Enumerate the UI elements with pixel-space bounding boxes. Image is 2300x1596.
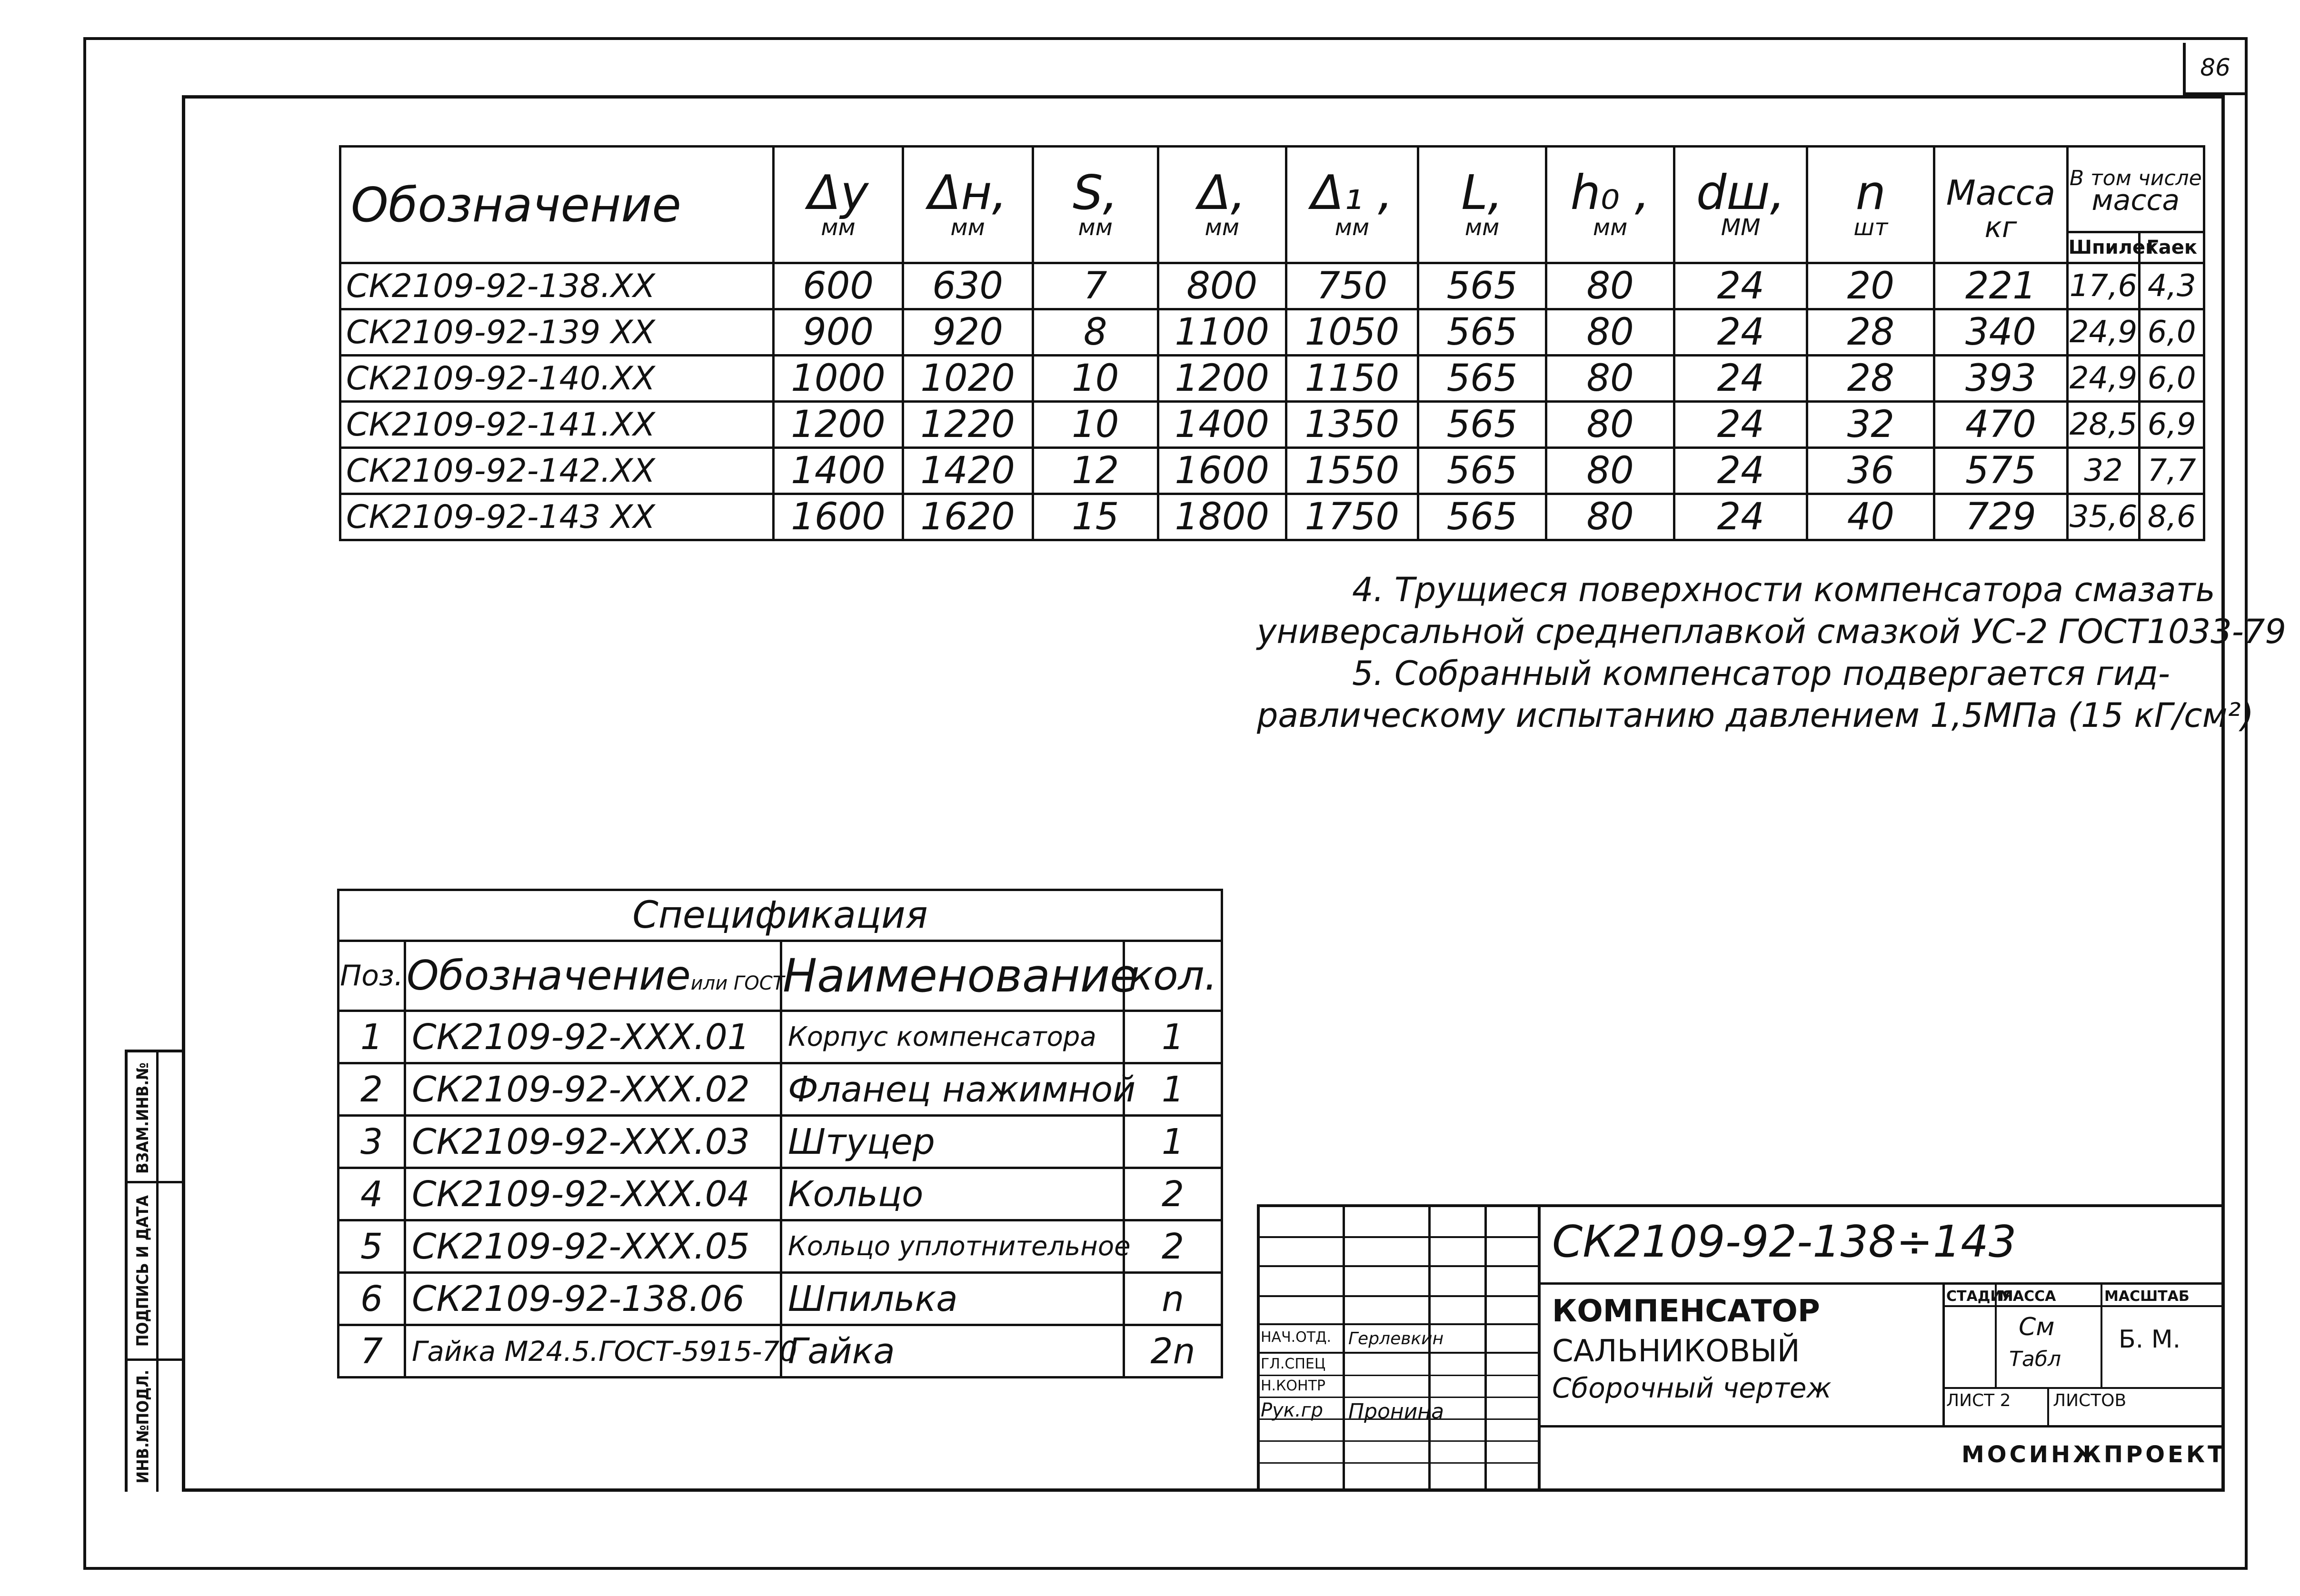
row-designation: СК2109-92-141.ХХ xyxy=(340,402,774,448)
cell-l: 565 xyxy=(1418,356,1546,402)
cell-s: 7 xyxy=(1033,263,1158,309)
spec-name: Штуцер xyxy=(781,1116,1124,1168)
stage-header: СТАДИЯ xyxy=(1946,1288,2013,1305)
cell-mass: 393 xyxy=(1934,356,2067,402)
scale-value: Б. М. xyxy=(2119,1325,2181,1354)
spec-qty-header: кол. xyxy=(1124,941,1222,1011)
l-header: L, мм xyxy=(1418,147,1546,263)
spec-pos: 5 xyxy=(339,1220,405,1273)
spec-designation: Гайка М24.5.ГОСТ-5915-70 xyxy=(405,1325,781,1378)
cell-d1: 1550 xyxy=(1286,448,1418,494)
mass-header-tb: МАССА xyxy=(1999,1288,2056,1305)
cell-studs: 28,5 xyxy=(2067,402,2140,448)
cell-h0: 80 xyxy=(1546,402,1674,448)
spec-designation: СК2109-92-ХХХ.05 xyxy=(405,1220,781,1273)
cell-dsh: 24 xyxy=(1674,309,1807,356)
cell-d1: 750 xyxy=(1286,263,1418,309)
cell-studs: 35,6 xyxy=(2067,494,2140,540)
product-name-2: САЛЬНИКОВЫЙ xyxy=(1552,1334,1800,1369)
spec-name: Кольцо xyxy=(781,1168,1124,1220)
cell-mass: 470 xyxy=(1934,402,2067,448)
spec-qty: 1 xyxy=(1124,1063,1222,1116)
cell-h0: 80 xyxy=(1546,263,1674,309)
role-chief-spec: ГЛ.СПЕЦ xyxy=(1261,1356,1326,1372)
cell-studs: 17,6 xyxy=(2067,263,2140,309)
cell-d: 1400 xyxy=(1158,402,1286,448)
cell-dsh: 24 xyxy=(1674,402,1807,448)
spec-designation: СК2109-92-138.06 xyxy=(405,1273,781,1325)
spec-row xyxy=(339,1011,1222,1063)
row-designation: СК2109-92-140.ХХ xyxy=(340,356,774,402)
cell-d1: 1750 xyxy=(1286,494,1418,540)
spec-designation: СК2109-92-ХХХ.04 xyxy=(405,1168,781,1220)
params-row xyxy=(340,402,2204,448)
spec-row xyxy=(339,1063,1222,1116)
studs-header: Шпилек xyxy=(2067,232,2140,263)
cell-dn: 1220 xyxy=(903,402,1033,448)
cell-d: 1800 xyxy=(1158,494,1286,540)
cell-d1: 1050 xyxy=(1286,309,1418,356)
cell-s: 10 xyxy=(1033,356,1158,402)
cell-du: 900 xyxy=(774,309,903,356)
spec-name: Корпус компенсатора xyxy=(781,1011,1124,1063)
spec-name: Гайка xyxy=(781,1325,1124,1378)
spec-qty: n xyxy=(1124,1273,1222,1325)
d1-header: Δ₁ , мм xyxy=(1286,147,1418,263)
mass-value-2: Табл xyxy=(2009,1347,2061,1371)
including-mass-header: В том числе масса xyxy=(2067,147,2204,232)
cell-mass: 340 xyxy=(1934,309,2067,356)
cell-n: 32 xyxy=(1807,402,1934,448)
h0-header: h₀ , мм xyxy=(1546,147,1674,263)
cell-studs: 32 xyxy=(2067,448,2140,494)
cell-l: 565 xyxy=(1418,263,1546,309)
spec-qty: 1 xyxy=(1124,1011,1222,1063)
params-row xyxy=(340,309,2204,356)
cell-nuts: 8,6 xyxy=(2140,494,2204,540)
name-head: Герлевкин xyxy=(1348,1329,1444,1348)
spec-qty: 2n xyxy=(1124,1325,1222,1378)
strip-inv-no: ИНВ.№ПОДЛ. xyxy=(133,1369,153,1483)
cell-h0: 80 xyxy=(1546,448,1674,494)
role-head: НАЧ.ОТД. xyxy=(1261,1329,1332,1346)
cell-studs: 24,9 xyxy=(2067,309,2140,356)
nuts-header: Гаек xyxy=(2140,232,2204,263)
spec-qty: 2 xyxy=(1124,1168,1222,1220)
cell-dn: 920 xyxy=(903,309,1033,356)
cell-nuts: 6,0 xyxy=(2140,356,2204,402)
cell-s: 8 xyxy=(1033,309,1158,356)
params-header-row xyxy=(340,147,2204,232)
spec-pos: 4 xyxy=(339,1168,405,1220)
spec-title: Спецификация xyxy=(339,890,1222,941)
cell-s: 10 xyxy=(1033,402,1158,448)
cell-n: 20 xyxy=(1807,263,1934,309)
cell-l: 565 xyxy=(1418,402,1546,448)
cell-dn: 1620 xyxy=(903,494,1033,540)
row-designation: СК2109-92-143 ХХ xyxy=(340,494,774,540)
cell-studs: 24,9 xyxy=(2067,356,2140,402)
organization: МОСИНЖПРОЕКТ xyxy=(1961,1441,2226,1468)
cell-du: 600 xyxy=(774,263,903,309)
params-row xyxy=(340,448,2204,494)
role-group-lead: Рук.гр xyxy=(1261,1399,1324,1421)
cell-n: 36 xyxy=(1807,448,1934,494)
s-header: S, мм xyxy=(1033,147,1158,263)
cell-mass: 575 xyxy=(1934,448,2067,494)
technical-notes xyxy=(1257,569,2286,736)
cell-mass: 729 xyxy=(1934,494,2067,540)
params-row xyxy=(340,494,2204,540)
note-line: универсальной среднеплавкой смазкой УС-2 ГОСТ1033-79 xyxy=(1257,612,2286,651)
cell-l: 565 xyxy=(1418,309,1546,356)
cell-nuts: 6,0 xyxy=(2140,309,2204,356)
cell-nuts: 4,3 xyxy=(2140,263,2204,309)
spec-designation: СК2109-92-ХХХ.03 xyxy=(405,1116,781,1168)
cell-du: 1600 xyxy=(774,494,903,540)
cell-dsh: 24 xyxy=(1674,448,1807,494)
cell-d: 1200 xyxy=(1158,356,1286,402)
spec-pos: 3 xyxy=(339,1116,405,1168)
approval-strip xyxy=(125,1050,182,1492)
cell-dn: 630 xyxy=(903,263,1033,309)
cell-d1: 1150 xyxy=(1286,356,1418,402)
mass-value-1: См xyxy=(2019,1313,2055,1341)
cell-h0: 80 xyxy=(1546,309,1674,356)
spec-pos: 1 xyxy=(339,1011,405,1063)
n-header: n шт xyxy=(1807,147,1934,263)
cell-s: 12 xyxy=(1033,448,1158,494)
note-line: 4. Трущиеся поверхности компенсатора смазать xyxy=(1352,570,2215,609)
params-row xyxy=(340,263,2204,309)
cell-dn: 1020 xyxy=(903,356,1033,402)
note-line: равлическому испытанию давлением 1,5МПа (15 кГ/см²) xyxy=(1257,696,2254,735)
du-header: Δу мм xyxy=(774,147,903,263)
spec-name: Кольцо уплотнительное xyxy=(781,1220,1124,1273)
spec-qty: 1 xyxy=(1124,1116,1222,1168)
cell-nuts: 7,7 xyxy=(2140,448,2204,494)
cell-nuts: 6,9 xyxy=(2140,402,2204,448)
parameters-table xyxy=(339,145,2205,541)
cell-h0: 80 xyxy=(1546,494,1674,540)
dn-header: Δн, мм xyxy=(903,147,1033,263)
sheet-number: ЛИСТ 2 xyxy=(1946,1391,2011,1410)
cell-h0: 80 xyxy=(1546,356,1674,402)
cell-d: 1600 xyxy=(1158,448,1286,494)
row-designation: СК2109-92-138.ХХ xyxy=(340,263,774,309)
role-norm-control: Н.КОНТР xyxy=(1261,1378,1325,1394)
row-designation: СК2109-92-139 ХХ xyxy=(340,309,774,356)
cell-d1: 1350 xyxy=(1286,402,1418,448)
spec-name: Фланец нажимной xyxy=(781,1063,1124,1116)
dsh-header: dш, ММ xyxy=(1674,147,1807,263)
cell-l: 565 xyxy=(1418,448,1546,494)
spec-row xyxy=(339,1168,1222,1220)
cell-du: 1400 xyxy=(774,448,903,494)
cell-mass: 221 xyxy=(1934,263,2067,309)
cell-dsh: 24 xyxy=(1674,494,1807,540)
strip-signature-date: ПОДПИСЬ И ДАТА xyxy=(133,1195,153,1347)
page-number: 86 xyxy=(2183,43,2245,95)
cell-n: 40 xyxy=(1807,494,1934,540)
spec-pos-header: Поз. xyxy=(339,941,405,1011)
spec-row xyxy=(339,1325,1222,1378)
spec-pos: 6 xyxy=(339,1273,405,1325)
spec-designation-header: Обозначениеили ГОСТ xyxy=(405,941,781,1011)
name-group-lead: Пронина xyxy=(1348,1399,1444,1424)
drawing-type: Сборочный чертеж xyxy=(1552,1372,1832,1404)
specification-table xyxy=(337,889,1223,1378)
cell-l: 565 xyxy=(1418,494,1546,540)
spec-row xyxy=(339,1273,1222,1325)
spec-name-header: Наименование xyxy=(781,941,1124,1011)
cell-n: 28 xyxy=(1807,309,1934,356)
spec-pos: 2 xyxy=(339,1063,405,1116)
cell-n: 28 xyxy=(1807,356,1934,402)
scale-header: МАСШТАБ xyxy=(2104,1288,2190,1305)
cell-dn: 1420 xyxy=(903,448,1033,494)
spec-row xyxy=(339,1220,1222,1273)
designation-header: Обозначение xyxy=(340,147,774,263)
cell-d: 1100 xyxy=(1158,309,1286,356)
spec-row xyxy=(339,1116,1222,1168)
d-header: Δ, мм xyxy=(1158,147,1286,263)
spec-qty: 2 xyxy=(1124,1220,1222,1273)
row-designation: СК2109-92-142.ХХ xyxy=(340,448,774,494)
title-block xyxy=(1257,1204,2225,1492)
params-row xyxy=(340,356,2204,402)
spec-designation: СК2109-92-ХХХ.02 xyxy=(405,1063,781,1116)
sheets-count: ЛИСТОВ xyxy=(2053,1391,2127,1410)
cell-du: 1200 xyxy=(774,402,903,448)
mass-header: Масса кг xyxy=(1934,147,2067,263)
cell-d: 800 xyxy=(1158,263,1286,309)
spec-pos: 7 xyxy=(339,1325,405,1378)
product-name-1: КОМПЕНСАТОР xyxy=(1552,1294,1820,1329)
cell-du: 1000 xyxy=(774,356,903,402)
spec-name: Шпилька xyxy=(781,1273,1124,1325)
cell-s: 15 xyxy=(1033,494,1158,540)
note-line: 5. Собранный компенсатор подвергается гид- xyxy=(1352,654,2171,693)
spec-designation: СК2109-92-ХХХ.01 xyxy=(405,1011,781,1063)
cell-dsh: 24 xyxy=(1674,356,1807,402)
strip-replace-inv: ВЗАМ.ИНВ.№ xyxy=(133,1062,152,1174)
drawing-number: СК2109-92-138÷143 xyxy=(1552,1216,2017,1267)
cell-dsh: 24 xyxy=(1674,263,1807,309)
